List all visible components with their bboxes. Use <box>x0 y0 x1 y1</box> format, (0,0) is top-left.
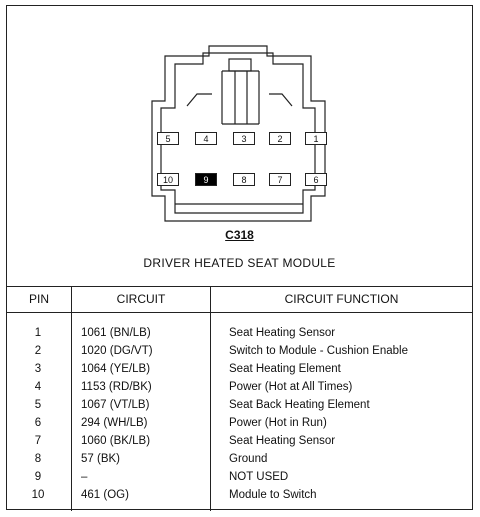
pin-cell: 8 <box>34 453 42 465</box>
connector-id-text: C318 <box>225 228 254 242</box>
circuit-cell: 1061 (BN/LB) <box>81 327 151 339</box>
pin-cell: 3 <box>34 363 42 375</box>
circuit-cell: 1067 (VT/LB) <box>81 399 150 411</box>
module-name: DRIVER HEATED SEAT MODULE <box>143 256 336 270</box>
pin-cell: 4 <box>34 381 42 393</box>
pin-cell: 7 <box>34 435 42 447</box>
circuit-cell: 57 (BK) <box>81 453 120 465</box>
function-cell: Seat Heating Sensor <box>229 435 336 447</box>
function-cell: Module to Switch <box>229 489 317 501</box>
table-header <box>7 286 472 313</box>
table-row <box>7 378 472 396</box>
pin-2-label: 2 <box>269 132 291 145</box>
function-cell: Seat Back Heating Element <box>229 399 370 411</box>
table-row <box>7 396 472 414</box>
pin-1-label: 1 <box>305 132 327 145</box>
table-row <box>7 468 472 486</box>
circuit-cell: 1064 (YE/LB) <box>81 363 151 375</box>
circuit-cell: 1020 (DG/VT) <box>81 345 153 357</box>
pin-7-label: 7 <box>269 173 291 186</box>
header-circuit-function: CIRCUIT FUNCTION <box>284 292 399 306</box>
pin-cell: 10 <box>31 489 45 501</box>
pin-cell: 6 <box>34 417 42 429</box>
circuit-cell: 461 (OG) <box>81 489 129 501</box>
connector-outline <box>7 6 472 228</box>
header-pin: PIN <box>28 292 49 306</box>
pin-cell: 5 <box>34 399 42 411</box>
column-divider <box>71 286 72 511</box>
connector-diagram <box>7 6 472 286</box>
table-row <box>7 360 472 378</box>
connector-id <box>7 228 472 242</box>
pin-6-label: 6 <box>305 173 327 186</box>
circuit-cell: 1060 (BK/LB) <box>81 435 151 447</box>
table-row <box>7 432 472 450</box>
table-row <box>7 450 472 468</box>
diagram-frame <box>6 5 473 510</box>
function-cell: Power (Hot in Run) <box>229 417 327 429</box>
circuit-cell: 294 (WH/LB) <box>81 417 148 429</box>
pin-5-label: 5 <box>157 132 179 145</box>
function-cell: Seat Heating Element <box>229 363 341 375</box>
table-row <box>7 486 472 504</box>
function-cell: Seat Heating Sensor <box>229 327 336 339</box>
pin-cell: 9 <box>34 471 42 483</box>
column-divider <box>210 286 211 511</box>
function-cell: Ground <box>229 453 268 465</box>
pin-4-label: 4 <box>195 132 217 145</box>
pin-10-label: 10 <box>157 173 179 186</box>
function-cell: Power (Hot at All Times) <box>229 381 353 393</box>
function-cell: NOT USED <box>229 471 289 483</box>
pin-8-label: 8 <box>233 173 255 186</box>
pin-3-label: 3 <box>233 132 255 145</box>
pin-cell: 1 <box>34 327 42 339</box>
function-cell: Switch to Module - Cushion Enable <box>229 345 408 357</box>
table-row <box>7 324 472 342</box>
header-circuit: CIRCUIT <box>116 292 166 306</box>
circuit-cell: 1153 (RD/BK) <box>81 381 152 393</box>
table-row <box>7 414 472 432</box>
pin-cell: 2 <box>34 345 42 357</box>
pin-9-label: 9 <box>195 173 217 186</box>
table-row <box>7 342 472 360</box>
circuit-cell: – <box>81 471 88 483</box>
